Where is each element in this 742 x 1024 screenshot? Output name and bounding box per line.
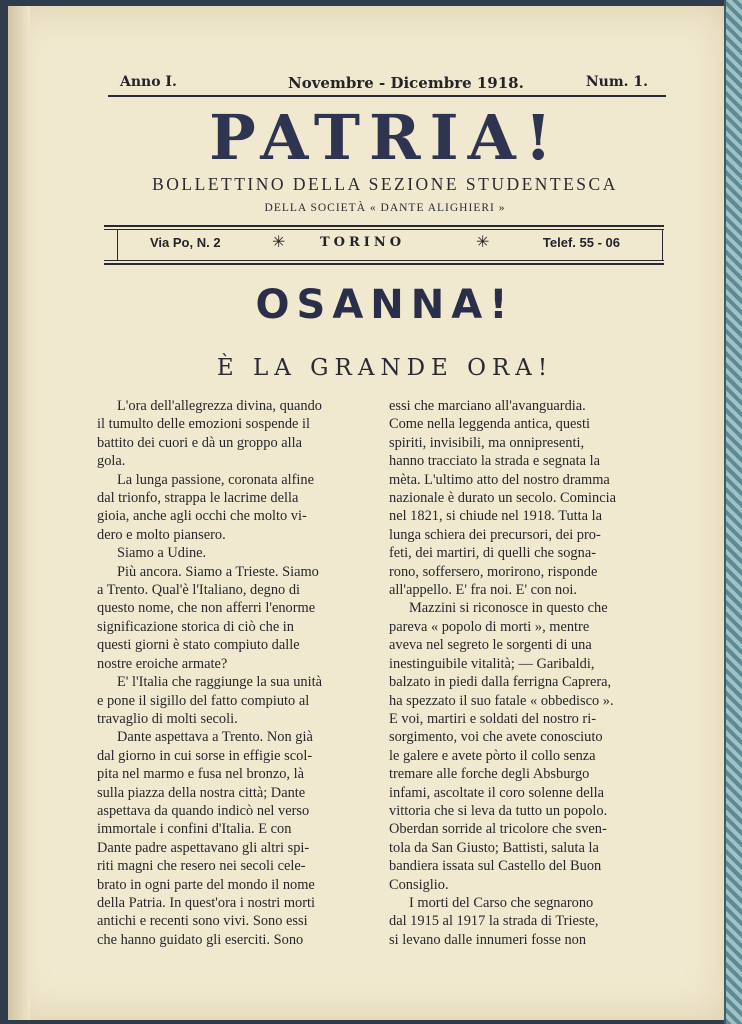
address-top-rule-thick xyxy=(104,225,664,227)
article-text-line: travaglio di molti secoli. xyxy=(97,710,238,727)
masthead-title: PATRIA! xyxy=(209,101,561,174)
article-text-line: L'ora dell'allegrezza divina, quando xyxy=(117,398,322,414)
article-text-line: inestinguibile vitalità; — Garibaldi, xyxy=(389,655,595,672)
article-text-line: nel 1821, si chiude nel 1918. Tutta la xyxy=(389,508,603,525)
article-text-line: Più ancora. Siamo a Trieste. Siamo xyxy=(117,563,319,580)
issue-header xyxy=(108,72,666,94)
asterism-icon: ✳ xyxy=(272,232,286,251)
article-text-line: che hanno guidato gli eserciti. Sono xyxy=(97,931,304,948)
address-bottom-rule-thick xyxy=(104,263,664,265)
street-address: Via Po, N. 2 xyxy=(150,235,221,250)
article-text-line: Come nella leggenda antica, questi xyxy=(389,416,590,433)
article-text-line: ha spezzato il suo fatale « obbedisco ». xyxy=(389,692,614,709)
article-text-line: aveva nel segreto le sorgenti di una xyxy=(389,637,592,654)
article-text-line: significazione storica di ciò che in xyxy=(97,618,294,635)
article-text-line: Dante aspettava a Trento. Non già xyxy=(117,729,313,746)
article-text-line: pareva « popolo di morti », mentre xyxy=(389,618,590,635)
article-text-line: dal giorno in cui sorse in effigie scol- xyxy=(97,747,313,764)
article-text-line: nazionale è durato un secolo. Comincia xyxy=(389,490,616,507)
article-text-line: gioia, anche agli occhi che molto vi- xyxy=(97,508,307,525)
issue-number: Num. 1. xyxy=(585,74,648,90)
article-text-line: Oberdan sorride al tricolore che sven- xyxy=(389,821,607,838)
article-text-line: si levano dalle innumeri fosse non xyxy=(389,931,587,948)
article-column-right xyxy=(389,397,665,949)
article-text-line: dero e molto piansero. xyxy=(97,526,226,543)
article-text-line: all'appello. E' fra noi. E' con noi. xyxy=(389,582,578,599)
article-text-line: Siamo a Udine. xyxy=(117,545,207,562)
article-text-line: I morti del Carso che segnarono xyxy=(409,894,594,911)
article-text-line: balzato in piedi dalla ferrigna Caprera, xyxy=(389,674,612,691)
article-text-line: della Patria. In quest'ora i nostri morti xyxy=(97,894,316,911)
article-text-line: nostre eroiche armate? xyxy=(97,655,228,672)
article-text-line: a Trento. Qual'è l'Italiano, degno di xyxy=(97,582,301,599)
article-text-line: riti magni che resero nei secoli cele- xyxy=(97,858,306,875)
article-text-line: infami, ascoltate il coro solenne della xyxy=(389,784,604,801)
article-headline: OSANNA! xyxy=(255,282,515,328)
article-text-line: il tumulto delle emozioni sospende il xyxy=(97,416,311,433)
article-text-line: sorgimento, voi che avete conosciuto xyxy=(389,729,603,746)
article-text-line: tremare alle forche degli Absburgo xyxy=(389,766,590,783)
article-text-line: sulla piazza della nostra città; Dante xyxy=(97,784,306,801)
article-text-line: rono, soffersero, morirono, risponde xyxy=(389,563,598,580)
masthead-subtitle: BOLLETTINO DELLA SEZIONE STUDENTESCA xyxy=(152,174,618,194)
address-bar xyxy=(117,230,663,260)
page-fold-shadow xyxy=(8,6,30,1020)
article-text-line: E voi, martiri e soldati del nostro ri- xyxy=(389,710,597,727)
article-text-line: dal trionfo, strappa le lacrime della xyxy=(97,490,299,507)
article-column-left xyxy=(97,397,373,949)
telephone-number: Telef. 55 - 06 xyxy=(542,235,620,250)
volume-label: Anno I. xyxy=(120,74,177,90)
asterism-icon: ✳ xyxy=(476,232,490,251)
article-text-line: E' l'Italia che raggiunge la sua unità xyxy=(117,674,322,691)
book-binding-edge xyxy=(724,0,742,1024)
article-text-line: immortale i confini d'Italia. E con xyxy=(97,821,292,838)
article-text-line: e pone il sigillo del fatto compiuto al xyxy=(97,692,310,709)
masthead-society-line: DELLA SOCIETÀ « DANTE ALIGHIERI » xyxy=(264,202,506,214)
article-text-line: hanno tracciato la strada e segnata la xyxy=(389,453,600,470)
city-name: TORINO xyxy=(320,235,406,250)
issue-date: Novembre - Dicembre 1918. xyxy=(288,74,524,92)
article-text-line: mèta. L'ultimo atto del nostro dramma xyxy=(389,471,610,488)
article-text-line: brato in ogni parte del mondo il nome xyxy=(97,876,315,893)
article-text-line: tola da San Giusto; Battisti, saluta la xyxy=(389,839,599,856)
article-text-line: questo nome, che non afferri l'enorme xyxy=(97,600,316,617)
article-text-line: La lunga passione, coronata alfine xyxy=(117,471,314,488)
article-text-line: questi giorni è stato compiuto dalle xyxy=(97,637,300,654)
address-bottom-rule-thin xyxy=(104,260,664,261)
article-text-line: Dante padre aspettavano gli altri spi- xyxy=(97,839,310,856)
article-text-line: battito dei cuori e dà un groppo alla xyxy=(97,434,303,451)
article-text-line: vittoria che si leva da tutto un popolo. xyxy=(389,802,608,819)
article-text-line: gola. xyxy=(97,453,126,470)
article-text-line: dal 1915 al 1917 la strada di Trieste, xyxy=(389,913,599,930)
header-rule xyxy=(108,95,666,97)
article-text-line: Mazzini si riconosce in questo che xyxy=(409,600,608,617)
article-text-line: le galere e avete pòrto il collo senza xyxy=(389,747,596,764)
article-text-line: pita nel marmo e fusa nel bronzo, là xyxy=(97,766,304,783)
article-text-line: bandiera issata sul Castello del Buon xyxy=(389,858,602,875)
article-subheadline: È LA GRANDE ORA! xyxy=(216,355,554,381)
article-text-line: lunga schiera dei precursori, dei pro- xyxy=(389,526,601,543)
article-text-line: feti, dei martiri, di quelli che sogna- xyxy=(389,545,596,562)
article-text-line: spiriti, invisibili, ma onnipresenti, xyxy=(389,434,585,451)
article-text-line: aspettava da quando indicò nel verso xyxy=(97,802,310,819)
article-text-line: Consiglio. xyxy=(389,876,449,893)
article-text-line: antichi e recenti sono vivi. Sono essi xyxy=(97,913,308,930)
article-text-line: essi che marciano all'avanguardia. xyxy=(389,398,586,414)
